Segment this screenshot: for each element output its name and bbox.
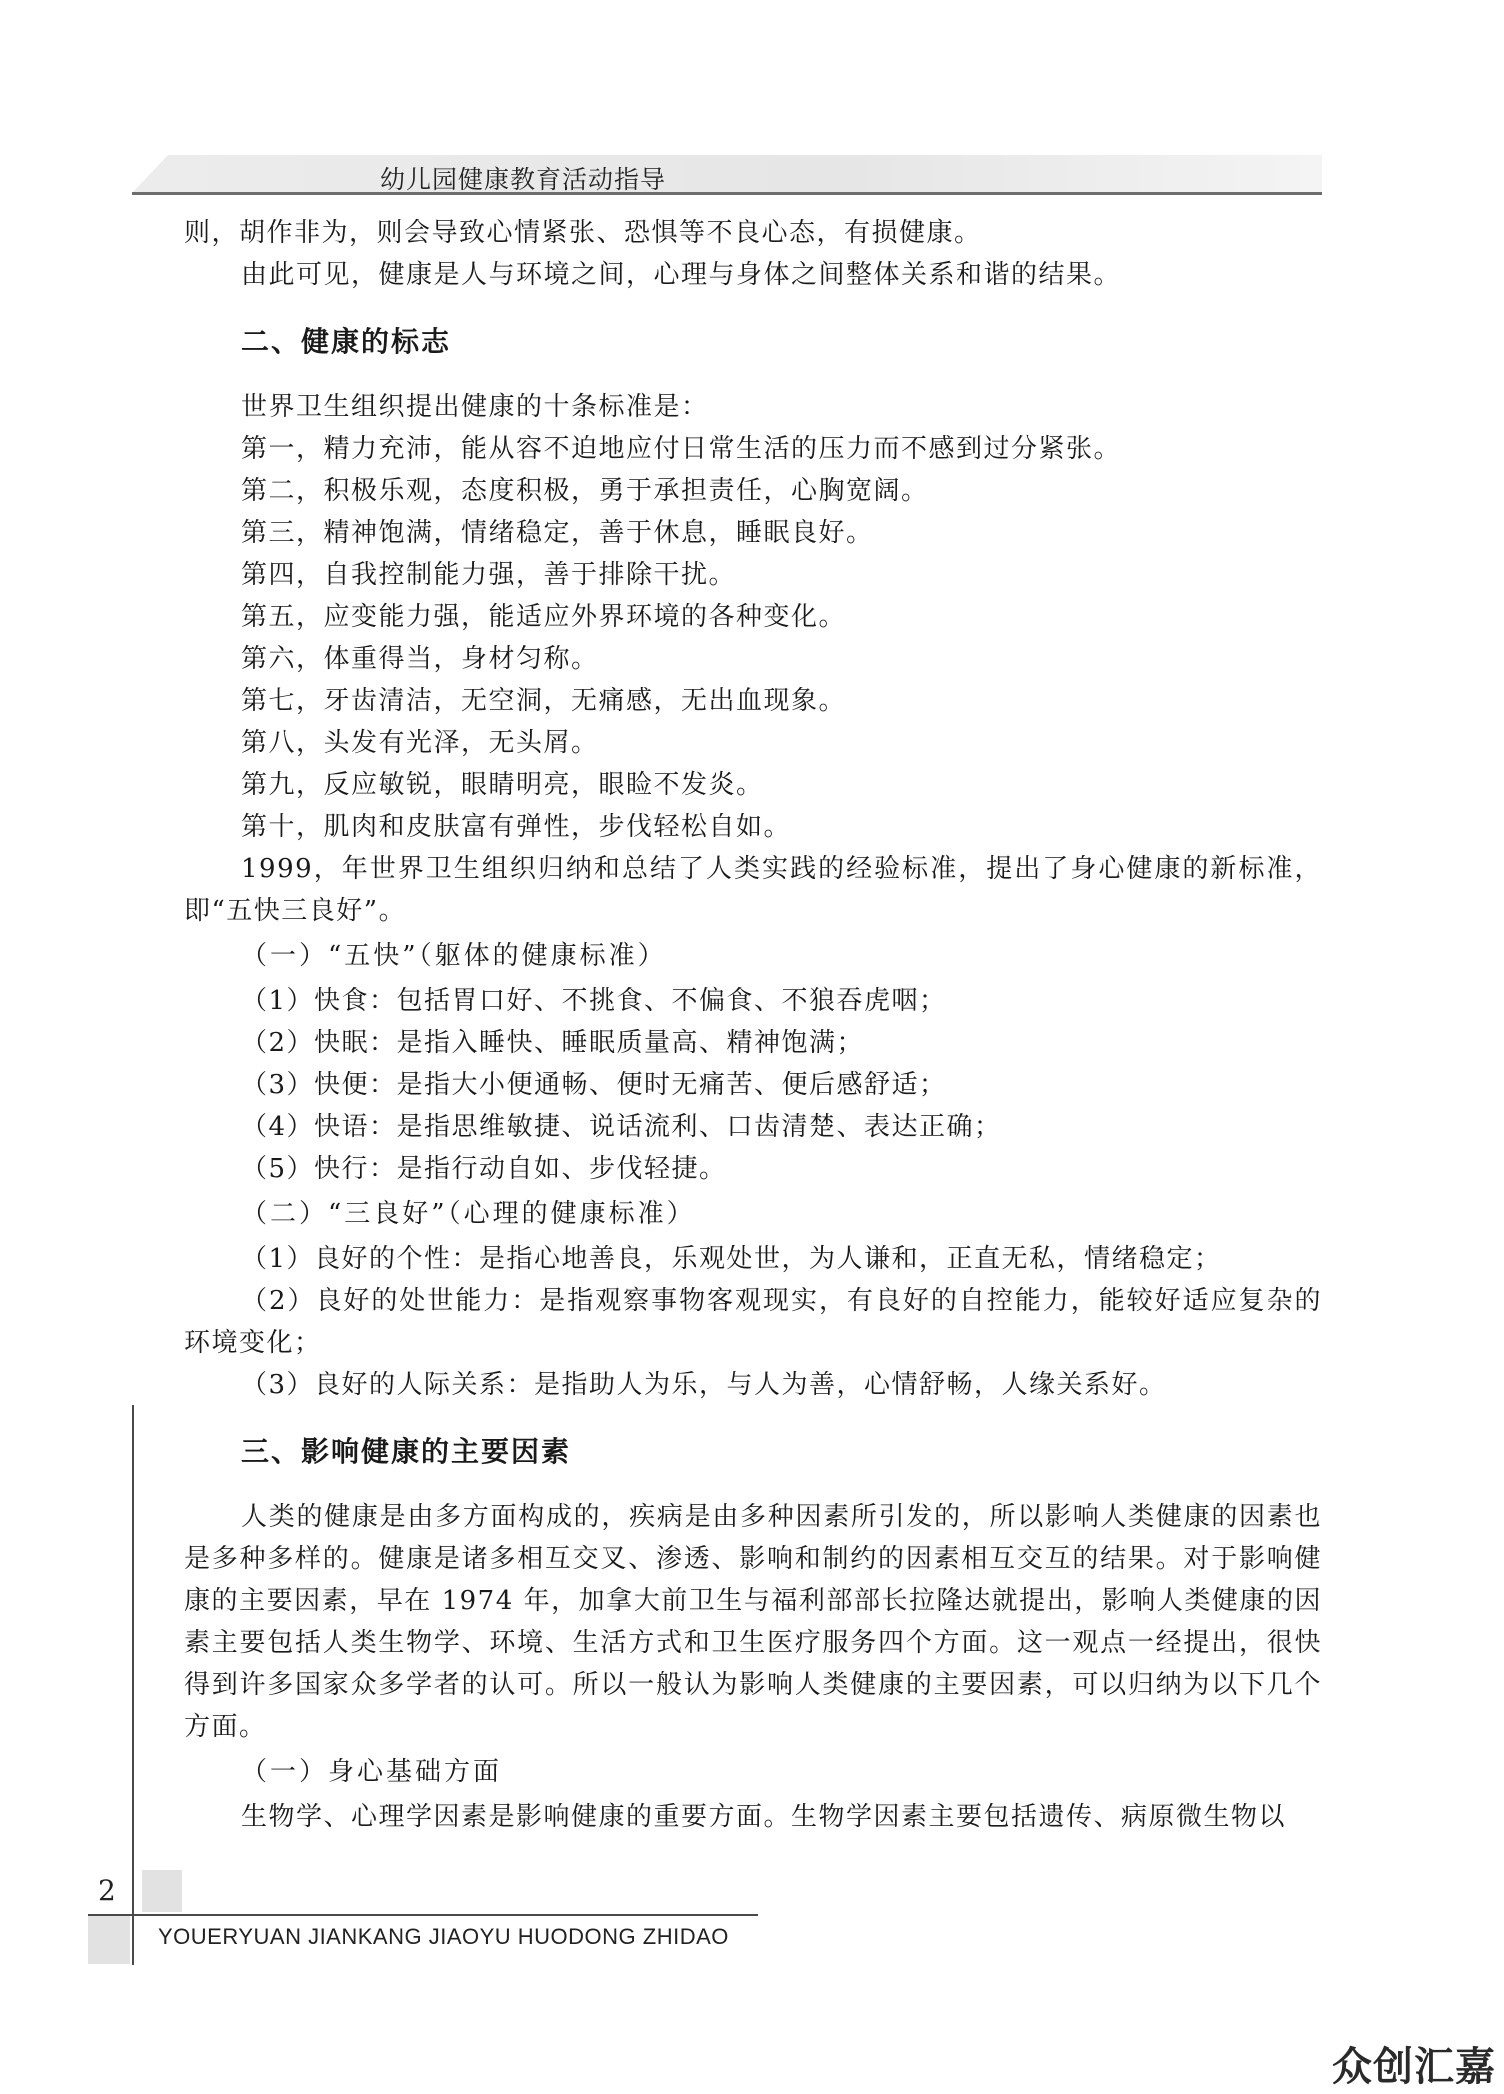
header-rule: [132, 192, 1322, 195]
footer-rule: [88, 1914, 758, 1916]
footer-vertical-rule: [132, 1405, 134, 1965]
paragraph-who-intro: 世界卫生组织提出健康的十条标准是：: [241, 392, 709, 422]
three-good-item: （1）良好的个性：是指心地善良，乐观处世，为人谦和，正直无私，情绪稳定；: [241, 1244, 1222, 1274]
standard-item: 第二，积极乐观，态度积极，勇于承担责任，心胸宽阔。: [241, 476, 929, 506]
footer-english-title: YOUERYUAN JIANKANG JIAOYU HUODONG ZHIDAO: [158, 1924, 729, 1949]
section-heading-health-factors: 三、影响健康的主要因素: [241, 1435, 572, 1468]
standard-item: 第一，精力充沛，能从容不迫地应付日常生活的压力而不感到过分紧张。: [241, 434, 1122, 464]
footer-gray-block: [88, 1916, 130, 1964]
three-good-item: （3）良好的人际关系：是指助人为乐，与人为善，心情舒畅，人缘关系好。: [241, 1370, 1167, 1400]
page-body: [184, 212, 1322, 1838]
subheading-five-fast: （一）“五快”（躯体的健康标准）: [241, 941, 667, 971]
paragraph-factors: 人类的健康是由多方面构成的，疾病是由多种因素所引发的，所以影响人类健康的因素也是多种多样的。健康是诸多相互交叉、渗透、影响和制约的因素相互交互的结果。对于影响健康的主要因素，早在 1974 年，加拿大前卫生与福利部部长拉隆达就提出，影响人类健康的因素主要包括人类生物学、环境、生活方式和卫生医疗服务四个方面。这一观点一经提出，很快得到许多国家众多学者的认可。所以一般认为影响人类健康的主要因素，可以归纳为以下几个方面。: [184, 1502, 1322, 1742]
subheading-three-good: （二）“三良好”（心理的健康标准）: [241, 1199, 696, 1229]
three-good-item: （2）良好的处世能力：是指观察事物客观现实，有良好的自控能力，能较好适应复杂的环境变化；: [184, 1286, 1322, 1358]
paragraph-continuation: 则，胡作非为，则会导致心情紧张、恐惧等不良心态，有损健康。: [184, 218, 982, 248]
standard-item: 第四，自我控制能力强，善于排除干扰。: [241, 560, 737, 590]
standard-item: 第七，牙齿清洁，无空洞，无痛感，无出血现象。: [241, 686, 847, 716]
paragraph-biology: 生物学、心理学因素是影响健康的重要方面。生物学因素主要包括遗传、病原微生物以: [241, 1802, 1287, 1832]
section-heading-health-signs: 二、健康的标志: [241, 325, 452, 358]
standard-item: 第三，精神饱满，情绪稳定，善于休息，睡眠良好。: [241, 518, 874, 548]
footer-gray-block: [142, 1870, 182, 1912]
header-tab-band: [132, 155, 1322, 193]
five-fast-item: （1）快食：包括胃口好、不挑食、不偏食、不狼吞虎咽；: [241, 986, 947, 1016]
watermark-logo: 众创汇嘉: [1332, 2044, 1496, 2090]
subheading-body-mind-basis: （一）身心基础方面: [241, 1757, 503, 1787]
standard-item: 第五，应变能力强，能适应外界环境的各种变化。: [241, 602, 847, 632]
five-fast-item: （3）快便：是指大小便通畅、便时无痛苦、便后感舒适；: [241, 1070, 947, 1100]
standard-item: 第六，体重得当，身材匀称。: [241, 644, 599, 674]
five-fast-item: （2）快眠：是指入睡快、睡眠质量高、精神饱满；: [241, 1028, 865, 1058]
five-fast-item: （5）快行：是指行动自如、步伐轻捷。: [241, 1154, 727, 1184]
standard-item: 第九，反应敏锐，眼睛明亮，眼睑不发炎。: [241, 770, 764, 800]
standard-item: 第八，头发有光泽，无头屑。: [241, 728, 599, 758]
running-head-title: 幼儿园健康教育活动指导: [380, 165, 667, 194]
paragraph-1999-standard: 1999，年世界卫生组织归纳和总结了人类实践的经验标准，提出了身心健康的新标准，即“五快三良好”。: [184, 854, 1322, 926]
page-number: 2: [98, 1874, 116, 1907]
five-fast-item: （4）快语：是指思维敏捷、说话流利、口齿清楚、表达正确；: [241, 1112, 1002, 1142]
standard-item: 第十，肌肉和皮肤富有弹性，步伐轻松自如。: [241, 812, 792, 842]
paragraph-conclusion: 由此可见，健康是人与环境之间，心理与身体之间整体关系和谐的结果。: [241, 260, 1122, 290]
